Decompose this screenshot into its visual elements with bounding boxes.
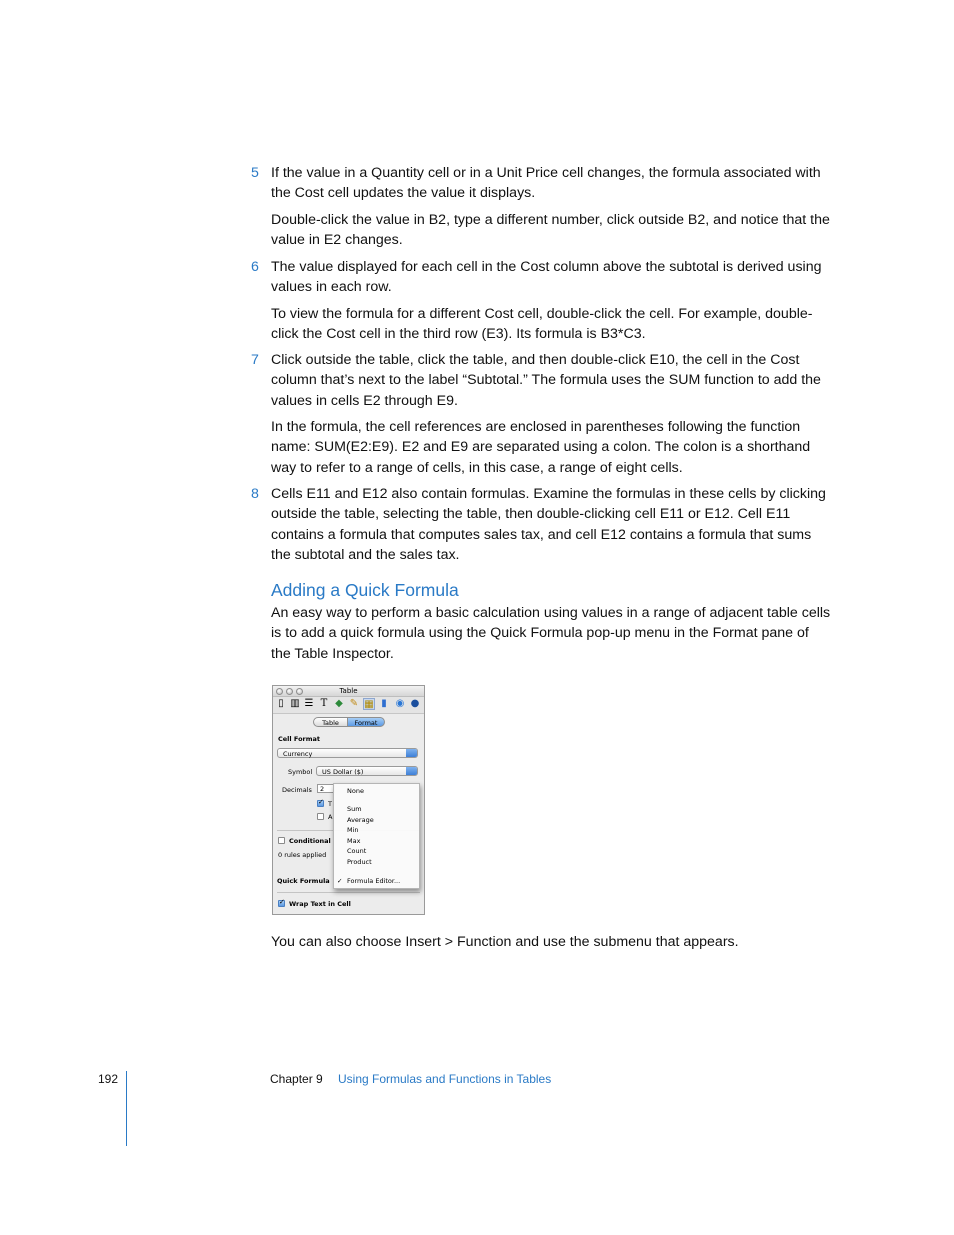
link-inspector-icon[interactable]: ◉ [395,698,405,709]
text-inspector-icon[interactable]: T [320,698,328,709]
decimals-field[interactable]: 2 [317,784,335,793]
step-6 [251,257,831,298]
tab-table[interactable]: Table [313,717,348,727]
decimals-label: Decimals [282,786,312,794]
checkmark-icon: ✓ [337,877,343,885]
step-number: 8 [251,486,259,502]
section-after-text: You can also choose Insert > Function and use the submenu that appears. [271,934,739,950]
step-text: The value displayed for each cell in the Cost column above the subtotal is derived using values in each row. [271,259,822,296]
step-text: If the value in a Quantity cell or in a Unit Price cell changes, the formula associated with the Cost cell updates the value it displays. [271,165,821,202]
step-8 [251,484,831,565]
chevron-updown-icon [406,767,417,775]
document-inspector-icon[interactable]: ▯ [278,698,284,709]
divider [277,892,420,893]
chapter-label: Chapter 9 [270,1072,323,1086]
page-number: 192 [98,1072,119,1086]
menu-item-max[interactable]: Max [347,837,361,845]
layout-inspector-icon[interactable]: ▥ [290,698,300,709]
thousands-separator-checkbox[interactable] [317,800,324,807]
chevron-updown-icon [406,749,417,757]
quick-formula-menu [333,783,420,889]
menu-item-min[interactable]: Min [347,826,359,834]
accounting-style-label: A [328,813,333,821]
step-note: In the formula, the cell references are enclosed in parentheses following the function name: SUM(E2:E9). E2 and E9 are separated using a colon. The colon is a shorthand way to refer to a range of cells, in this case, a range of eight cells. [271,419,811,476]
step-5 [251,163,831,204]
menu-item-product[interactable]: Product [347,858,372,866]
wrap-text-checkbox[interactable] [278,900,285,907]
graphic-inspector-icon[interactable]: ◆ [335,698,343,709]
step-number: 6 [251,259,259,275]
step-number: 7 [251,352,259,368]
window-titlebar [273,686,424,697]
menu-item-formula-editor[interactable]: Formula Editor... [347,877,401,885]
footer-divider [126,1071,127,1146]
chart-inspector-icon[interactable]: ▮ [381,698,387,709]
step-text: Click outside the table, click the table, and then double-click E10, the cell in the Cost column that’s next to the label “Subtotal.” The formula uses the SUM function to add the values in cells E2 through E9. [271,352,821,409]
wrap-text-label: Wrap Text in Cell [289,900,351,908]
tab-format[interactable]: Format [347,717,385,727]
wrap-inspector-icon[interactable]: ☰ [304,698,314,709]
step-7 [251,350,831,411]
accounting-style-checkbox[interactable] [317,813,324,820]
rules-applied-text: 0 rules applied [278,851,327,859]
symbol-value: US Dollar ($) [322,768,364,776]
step-number: 5 [251,165,259,181]
cell-format-popup[interactable] [277,748,418,758]
section-heading: Adding a Quick Formula [271,580,459,600]
step-note: To view the formula for a different Cost cell, double-click the cell. For example, double-click the Cost cell in the third row (E3). Its formula is B3*C3. [271,306,813,343]
inspector-toolbar [273,697,424,714]
step-text: Cells E11 and E12 also contain formulas. Examine the formulas in these cells by clicking outside the table, selecting the table, then double-clicking cell E11 or E12. Cell E11 contains a formula that computes sales tax, and cell E12 contains a formula that sums the subtotal and the sales tax. [271,486,826,563]
symbol-label: Symbol [288,768,313,776]
section-intro: An easy way to perform a basic calculation using values in a range of adjacent table cells is to add a quick formula using the Quick Formula pop-up menu in the Format pane of the Table Inspector. [271,605,831,662]
thousands-separator-label: T [328,800,332,808]
table-inspector-screenshot [272,685,425,915]
step-note: Double-click the value in B2, type a different number, click outside B2, and notice that the value in E2 changes. [271,212,830,249]
chapter-title: Using Formulas and Functions in Tables [338,1072,552,1086]
menu-item-count[interactable]: Count [347,847,367,855]
conditional-format-checkbox[interactable] [278,837,285,844]
menu-item-none[interactable]: None [347,787,364,795]
symbol-popup[interactable] [316,766,418,776]
metrics-inspector-icon[interactable]: ✎ [349,698,359,709]
quicktime-inspector-icon[interactable]: ● [410,698,420,709]
menu-item-sum[interactable]: Sum [347,805,362,813]
quick-formula-label: Quick Formula [277,877,330,885]
window-title: Table [339,687,358,695]
table-inspector-icon[interactable]: ▦ [364,699,374,710]
cell-format-value: Currency [283,750,313,758]
cell-format-label: Cell Format [278,735,321,743]
conditional-format-label: Conditional [289,837,331,845]
menu-item-average[interactable]: Average [347,816,374,824]
